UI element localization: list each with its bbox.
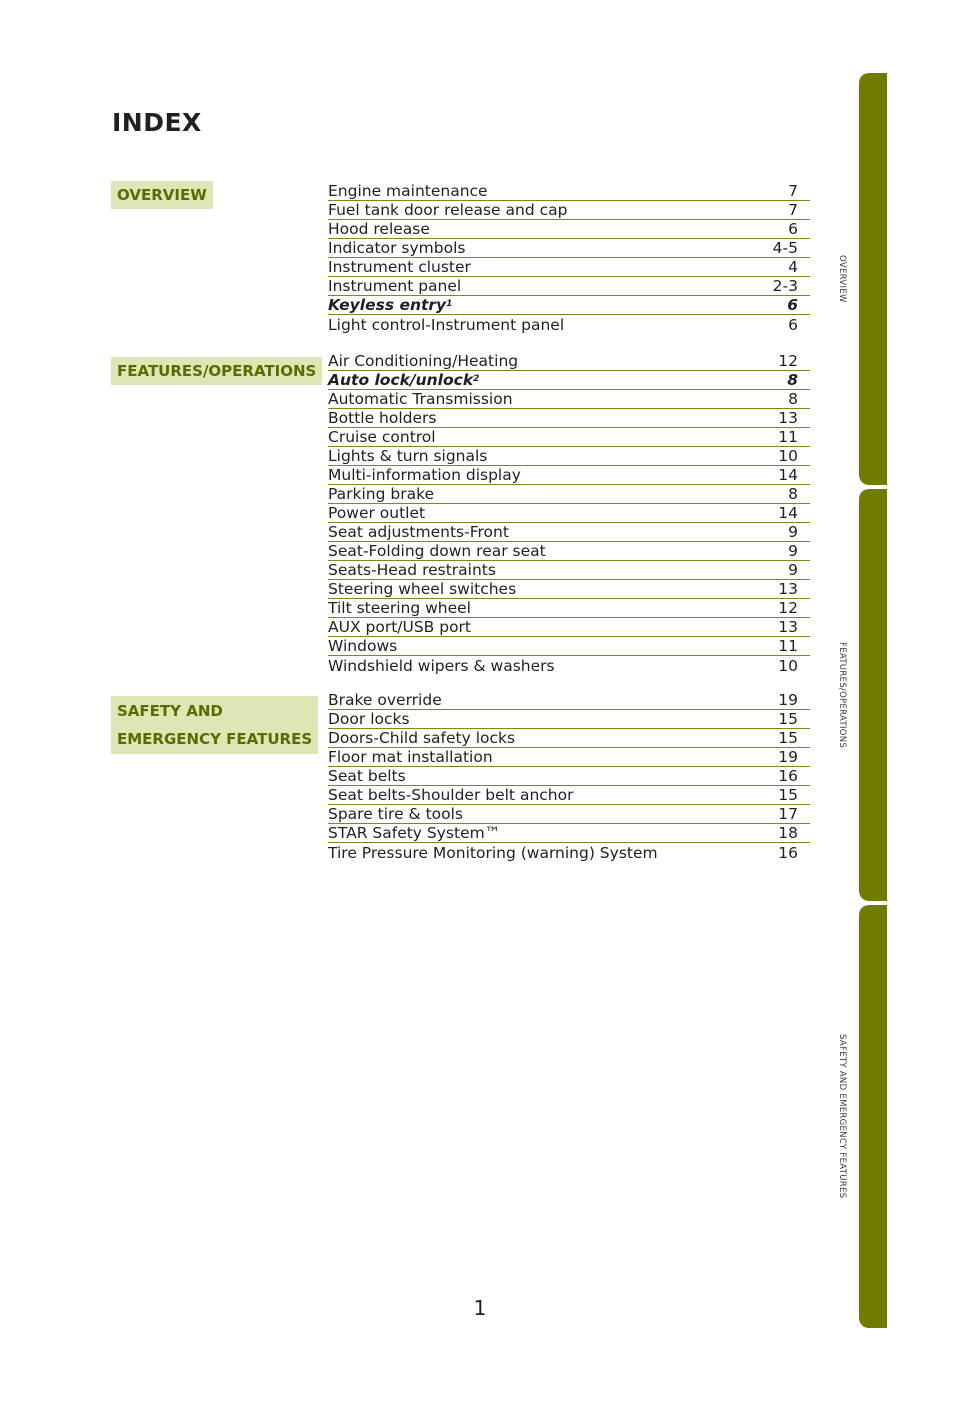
index-entry (328, 258, 810, 277)
entry-name (328, 467, 521, 484)
entry-name-text: STAR Safety System™ (328, 824, 501, 842)
entry-list-features-operations (328, 352, 810, 675)
entry-name-text: Cruise control (328, 428, 436, 446)
index-entry (328, 466, 810, 485)
entry-page: 11 (778, 637, 798, 655)
entry-page: 9 (788, 523, 798, 541)
entry-name-text: Keyless entry (328, 296, 447, 314)
entry-name (328, 317, 564, 334)
entry-name (328, 638, 397, 655)
entry-page: 12 (778, 352, 798, 370)
entry-name-text: Steering wheel switches (328, 580, 517, 598)
entry-page: 10 (778, 447, 798, 465)
index-entry (328, 428, 810, 447)
entry-page: 4-5 (772, 239, 798, 257)
entry-page: 19 (778, 748, 798, 766)
entry-name-text: Bottle holders (328, 409, 437, 427)
entry-name-text: Seats-Head restraints (328, 561, 496, 579)
index-entry (328, 182, 810, 201)
index-entry (328, 352, 810, 371)
index-entry (328, 447, 810, 466)
index-entry (328, 599, 810, 618)
entry-name (328, 600, 471, 617)
entry-page: 13 (778, 409, 798, 427)
entry-name (328, 429, 436, 446)
index-entry (328, 618, 810, 637)
entry-name-text: Windshield wipers & washers (328, 657, 555, 675)
entry-page: 17 (778, 805, 798, 823)
entry-name-text: Power outlet (328, 504, 426, 522)
entry-name (328, 711, 410, 728)
entry-name-text: Seat-Folding down rear seat (328, 542, 546, 560)
entry-name-text: Auto lock/unlock (328, 371, 474, 389)
entry-name-text: Tire Pressure Monitoring (warning) System (328, 844, 658, 862)
entry-name (328, 658, 555, 675)
entry-name (328, 524, 509, 541)
page-title: INDEX (112, 108, 202, 137)
entry-page: 4 (788, 258, 798, 276)
entry-page: 14 (778, 504, 798, 522)
index-entry (328, 767, 810, 786)
entry-name-text: Seat belts (328, 767, 406, 785)
index-entry (328, 504, 810, 523)
index-entry (328, 748, 810, 767)
entry-name-text: Doors-Child safety locks (328, 729, 516, 747)
entry-page: 15 (778, 729, 798, 747)
index-entry (328, 485, 810, 504)
side-tab-safety-emergency[interactable] (859, 905, 887, 1328)
index-entry (328, 371, 810, 390)
index-entry (328, 409, 810, 428)
entry-name-text: Hood release (328, 220, 430, 238)
side-tab-label-text: SAFETY AND EMERGENCY FEATURES (837, 1034, 847, 1199)
entry-page: 11 (778, 428, 798, 446)
entry-name (328, 505, 425, 522)
section-label-line: SAFETY AND (117, 702, 223, 720)
side-tab-label-text: FEATURES/OPERATIONS (837, 641, 847, 749)
entry-name-text: Windows (328, 637, 398, 655)
entry-name-text: Door locks (328, 710, 410, 728)
section-label-line: OVERVIEW (117, 186, 207, 204)
index-entry (328, 729, 810, 748)
entry-name (328, 297, 452, 314)
index-entry (328, 296, 810, 315)
entry-name-text: Instrument cluster (328, 258, 471, 276)
entry-name (328, 353, 518, 370)
entry-page: 14 (778, 466, 798, 484)
entry-page: 13 (778, 618, 798, 636)
index-entry (328, 786, 810, 805)
entry-page: 15 (778, 710, 798, 728)
entry-name (328, 692, 442, 709)
section-label-line: EMERGENCY FEATURES (117, 730, 313, 748)
entry-list-overview (328, 182, 810, 334)
entry-name (328, 825, 500, 842)
entry-name-text: Air Conditioning/Heating (328, 352, 519, 370)
entry-name (328, 259, 471, 276)
index-entry (328, 824, 810, 843)
entry-page: 6 (788, 316, 798, 334)
entry-name-text: Lights & turn signals (328, 447, 488, 465)
entry-name-text: Tilt steering wheel (328, 599, 471, 617)
entry-name (328, 202, 567, 219)
entry-name (328, 806, 463, 823)
entry-name (328, 749, 493, 766)
index-entry (328, 710, 810, 729)
entry-page: 9 (788, 561, 798, 579)
index-entry (328, 239, 810, 258)
entry-name (328, 562, 496, 579)
entry-page: 2-3 (772, 277, 798, 295)
entry-page: 8 (787, 371, 798, 389)
entry-page: 8 (788, 390, 798, 408)
index-entry (328, 315, 810, 334)
entry-name (328, 448, 487, 465)
index-entry (328, 390, 810, 409)
section-label-overview (111, 181, 213, 209)
entry-page: 13 (778, 580, 798, 598)
entry-page: 7 (788, 201, 798, 219)
entry-page: 18 (778, 824, 798, 842)
section-label-line: FEATURES/OPERATIONS (117, 362, 317, 380)
index-entry (328, 656, 810, 675)
entry-name (328, 372, 479, 389)
side-tab-label-features-operations (826, 489, 858, 901)
entry-name-text: Fuel tank door release and cap (328, 201, 568, 219)
entry-name (328, 410, 436, 427)
section-label-safety-emergency (111, 696, 318, 754)
side-tab-label-overview (826, 73, 858, 485)
entry-name-text: Spare tire & tools (328, 805, 463, 823)
entry-name-text: Indicator symbols (328, 239, 466, 257)
page-number: 1 (473, 1296, 487, 1320)
entry-name-text: Floor mat installation (328, 748, 493, 766)
entry-name-text: Light control-Instrument panel (328, 316, 565, 334)
entry-name-text: Seat adjustments-Front (328, 523, 509, 541)
index-entry (328, 201, 810, 220)
entry-name-text: Instrument panel (328, 277, 462, 295)
entry-name (328, 221, 430, 238)
index-entry (328, 843, 810, 862)
index-entry (328, 805, 810, 824)
footnote-marker: 2 (473, 374, 480, 384)
entry-page: 10 (778, 657, 798, 675)
entry-name (328, 486, 434, 503)
entry-name (328, 183, 488, 200)
entry-name-text: Seat belts-Shoulder belt anchor (328, 786, 574, 804)
entry-page: 12 (778, 599, 798, 617)
entry-name (328, 391, 513, 408)
entry-name (328, 787, 573, 804)
entry-page: 19 (778, 691, 798, 709)
entry-name-text: Automatic Transmission (328, 390, 513, 408)
entry-page: 8 (788, 485, 798, 503)
entry-page: 6 (788, 220, 798, 238)
index-entry (328, 277, 810, 296)
entry-name (328, 581, 516, 598)
entry-list-safety-emergency (328, 691, 810, 862)
entry-page: 15 (778, 786, 798, 804)
entry-name (328, 730, 515, 747)
entry-name-text: Parking brake (328, 485, 435, 503)
entry-page: 16 (778, 767, 798, 785)
index-entry (328, 220, 810, 239)
entry-name-text: Engine maintenance (328, 182, 488, 200)
side-tab-label-text: OVERVIEW (837, 255, 847, 303)
entry-page: 16 (778, 844, 798, 862)
entry-name (328, 543, 546, 560)
entry-name (328, 768, 406, 785)
entry-name (328, 278, 461, 295)
entry-name-text: Multi-information display (328, 466, 521, 484)
entry-name-text: Brake override (328, 691, 442, 709)
index-entry (328, 542, 810, 561)
side-tab-features-operations[interactable] (859, 489, 887, 901)
index-entry (328, 523, 810, 542)
index-entry (328, 580, 810, 599)
entry-name (328, 240, 465, 257)
entry-page: 6 (787, 296, 798, 314)
section-label-features-operations (111, 357, 322, 385)
side-tab-label-safety-emergency (826, 905, 858, 1328)
entry-name (328, 845, 658, 862)
side-tab-overview[interactable] (859, 73, 887, 485)
index-entry (328, 561, 810, 580)
footnote-marker: 1 (446, 299, 453, 309)
entry-page: 9 (788, 542, 798, 560)
index-entry (328, 637, 810, 656)
entry-name (328, 619, 471, 636)
entry-page: 7 (788, 182, 798, 200)
index-entry (328, 691, 810, 710)
entry-name-text: AUX port/USB port (328, 618, 472, 636)
